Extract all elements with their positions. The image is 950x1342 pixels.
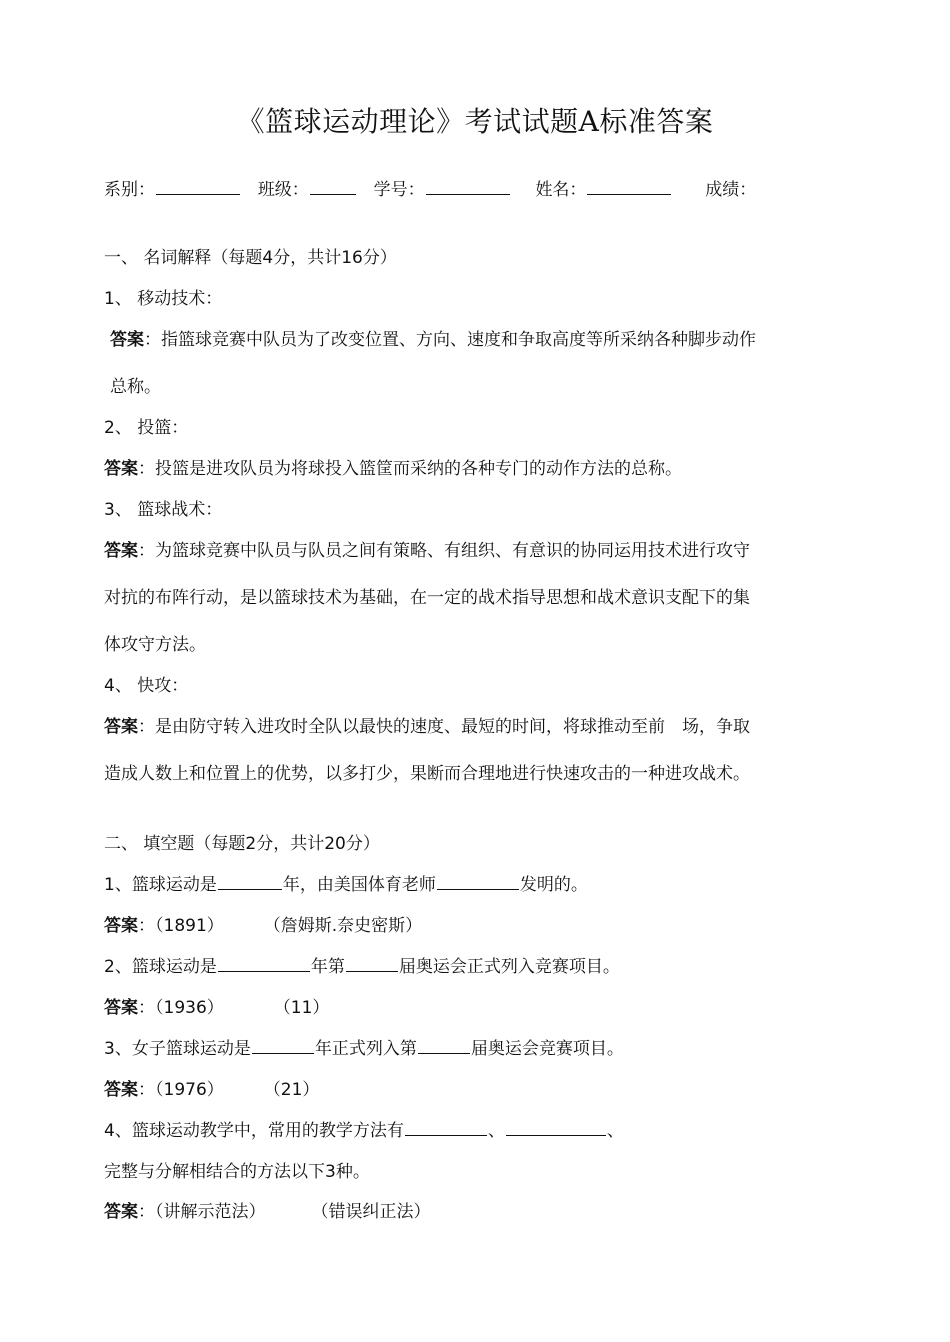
answer-label: 答案 xyxy=(104,916,138,936)
s1-answer-1-line2: 总称。 xyxy=(110,377,161,397)
answer-label: 答案 xyxy=(104,541,138,561)
answer-text: （11） xyxy=(273,998,330,1018)
s2-question-4-line1 xyxy=(104,1119,624,1143)
answer-text: ：（1936） xyxy=(138,998,224,1018)
answer-text: ：是由防守转入进攻时全队以最快的速度、最短的时间，将球推动至前 场，争取 xyxy=(138,717,750,737)
question-text: 、 xyxy=(606,1121,624,1141)
student-info-row xyxy=(104,178,756,202)
s1-answer-4-line2: 造成人数上和位置上的优势，以多打少，果断而合理地进行快速攻击的一种进攻战术。 xyxy=(104,764,750,784)
answer-blank xyxy=(405,1119,487,1136)
question-text: 年正式列入第 xyxy=(314,1039,417,1059)
s2-question-3 xyxy=(104,1037,624,1061)
score-label: 成绩： xyxy=(705,180,757,200)
s2-answer-3 xyxy=(104,1078,319,1102)
answer-text: （詹姆斯.奈史密斯） xyxy=(263,916,423,936)
question-text: 年，由美国体育老师 xyxy=(282,875,436,895)
class-blank xyxy=(310,178,356,195)
answer-text: ：指篮球竞赛中队员为了改变位置、方向、速度和争取高度等所采纳各种脚步动作 xyxy=(144,330,756,350)
question-text: 发明的。 xyxy=(519,875,588,895)
question-text: 1、篮球运动是 xyxy=(104,875,217,895)
answer-blank xyxy=(346,955,398,972)
answer-text: （错误纠正法） xyxy=(311,1202,431,1222)
document-title: 《篮球运动理论》考试试题A标准答案 xyxy=(236,105,714,138)
student-no-blank xyxy=(426,178,510,195)
s2-answer-1 xyxy=(104,914,422,938)
answer-text: ：（1891） xyxy=(138,916,224,936)
s1-answer-4-line1 xyxy=(104,715,750,739)
answer-text: （21） xyxy=(263,1080,320,1100)
s2-question-1 xyxy=(104,873,588,897)
name-label: 姓名： xyxy=(535,180,587,200)
s1-answer-2 xyxy=(104,457,682,481)
answer-label: 答案 xyxy=(104,998,138,1018)
answer-label: 答案 xyxy=(104,1080,138,1100)
answer-blank xyxy=(437,873,519,890)
section1-heading: 一、 名词解释（每题4分，共计16分） xyxy=(104,248,397,268)
answer-text: ：（1976） xyxy=(138,1080,224,1100)
question-text: 2、篮球运动是 xyxy=(104,957,217,977)
answer-blank xyxy=(506,1119,606,1136)
question-text: 4、篮球运动教学中，常用的教学方法有 xyxy=(104,1121,404,1141)
question-text: 届奥运会正式列入竞赛项目。 xyxy=(398,957,620,977)
question-text: 3、女子篮球运动是 xyxy=(104,1039,251,1059)
answer-label: 答案 xyxy=(104,459,138,479)
s2-question-4-line2: 完整与分解相结合的方法以下3种。 xyxy=(104,1162,370,1182)
answer-blank xyxy=(252,1037,314,1054)
s1-question-3: 3、 篮球战术： xyxy=(104,500,223,520)
answer-text: ：（讲解示范法） xyxy=(138,1202,266,1222)
s2-answer-4 xyxy=(104,1200,431,1224)
s1-question-1: 1、 移动技术： xyxy=(104,289,223,309)
answer-text: ：为篮球竞赛中队员与队员之间有策略、有组织、有意识的协同运用技术进行攻守 xyxy=(138,541,750,561)
s2-answer-2 xyxy=(104,996,329,1020)
answer-label: 答案 xyxy=(110,330,144,350)
answer-label: 答案 xyxy=(104,717,138,737)
name-blank xyxy=(587,178,671,195)
s1-answer-3-line2: 对抗的布阵行动，是以篮球技术为基础，在一定的战术指导思想和战术意识支配下的集 xyxy=(104,588,750,608)
s1-answer-1-line1 xyxy=(110,328,756,352)
s2-question-2 xyxy=(104,955,620,979)
answer-text: ：投篮是进攻队员为将球投入篮筐而采纳的各种专门的动作方法的总称。 xyxy=(138,459,682,479)
class-label: 班级： xyxy=(257,180,309,200)
answer-blank xyxy=(218,873,282,890)
question-text: 、 xyxy=(487,1121,505,1141)
section2-heading: 二、 填空题（每题2分，共计20分） xyxy=(104,834,380,854)
s1-answer-3-line3: 体攻守方法。 xyxy=(104,635,206,655)
answer-blank xyxy=(418,1037,470,1054)
s1-answer-3-line1 xyxy=(104,539,750,563)
s1-question-2: 2、 投篮： xyxy=(104,418,189,438)
question-text: 届奥运会竞赛项目。 xyxy=(470,1039,624,1059)
dept-label: 系别： xyxy=(104,180,155,200)
student-no-label: 学号： xyxy=(373,180,425,200)
dept-blank xyxy=(156,178,240,195)
question-text: 年第 xyxy=(310,957,345,977)
answer-label: 答案 xyxy=(104,1202,138,1222)
answer-blank xyxy=(218,955,310,972)
s1-question-4: 4、 快攻： xyxy=(104,676,189,696)
